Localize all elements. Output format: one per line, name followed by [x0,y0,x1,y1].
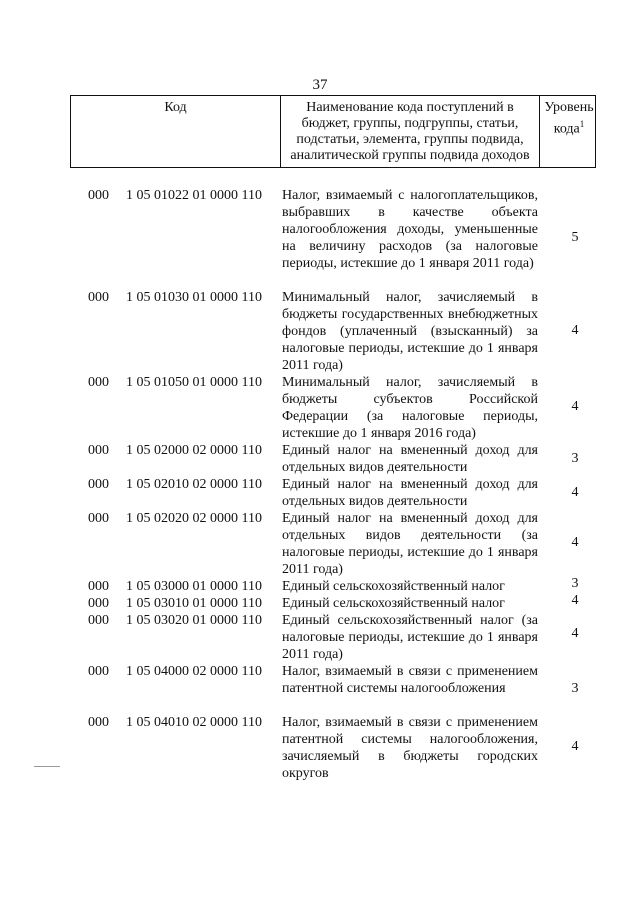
code-level: 3 [571,576,579,591]
code-level: 4 [571,626,579,641]
table-row [0,442,640,476]
admin-code: 000 [88,596,109,611]
header-level-label: Уровень кода [544,100,594,137]
revenue-code: 1 05 02010 02 0000 110 [126,477,262,492]
admin-code: 000 [88,613,109,628]
table-row [0,510,640,578]
code-level: 4 [571,399,579,414]
admin-code: 000 [88,375,109,390]
admin-code: 000 [88,188,109,203]
revenue-name: Минимальный налог, зачисляемый в бюджеты субъектов Российской Федерации (за налоговые периоды, истекшие до 1 января 2016 года) [282,375,538,441]
revenue-name: Единый налог на вмененный доход для отдельных видов деятельности [282,477,538,509]
footnote-marker: 1 [579,119,585,129]
table-row [0,595,640,612]
revenue-name: Единый сельскохозяйственный налог (за налоговые периоды, истекшие до 1 января 2011 года) [282,613,538,662]
header-name: Наименование кода поступлений в бюджет, группы, подгруппы, статьи, подстатьи, элемента, группы подвида, аналитической группы подвида доходов [290,100,530,163]
page-number: 37 [312,77,328,93]
revenue-name: Единый налог на вмененный доход для отдельных видов деятельности [282,443,538,475]
revenue-code: 1 05 01022 01 0000 110 [126,188,262,203]
code-level: 4 [571,535,579,550]
header-code: Код [164,100,187,115]
revenue-code: 1 05 03010 01 0000 110 [126,596,262,611]
revenue-code: 1 05 01030 01 0000 110 [126,290,262,305]
table-row [0,612,640,663]
table-row [0,714,640,782]
admin-code: 000 [88,290,109,305]
code-level: 4 [571,739,579,754]
revenue-code: 1 05 04000 02 0000 110 [126,664,262,679]
revenue-name: Единый сельскохозяйственный налог [282,596,505,611]
admin-code: 000 [88,443,109,458]
code-level: 4 [571,485,579,500]
code-level: 3 [571,681,579,696]
code-level: 5 [571,230,579,245]
admin-code: 000 [88,664,109,679]
revenue-name: Единый налог на вмененный доход для отдельных видов деятельности (за налоговые периоды, истекшие до 1 января 2011 года) [282,511,538,577]
table-body [0,187,640,782]
table-header [70,95,596,168]
admin-code: 000 [88,477,109,492]
revenue-name: Минимальный налог, зачисляемый в бюджеты государственных внебюджетных фондов (уплаченный (взысканный) за налоговые периоды, истекшие до 1 января 2011 года) [282,290,538,373]
code-level: 4 [571,323,579,338]
revenue-code: 1 05 03020 01 0000 110 [126,613,262,628]
table-row [0,374,640,442]
table-row [0,187,640,289]
revenue-code: 1 05 03000 01 0000 110 [126,579,262,594]
scan-artifact [34,766,60,767]
revenue-code: 1 05 04010 02 0000 110 [126,715,262,730]
revenue-name: Налог, взимаемый в связи с применением патентной системы налогообложения, зачисляемый в бюджеты городских округов [282,715,538,781]
revenue-name: Налог, взимаемый в связи с применением патентной системы налогообложения [282,664,538,696]
revenue-code: 1 05 01050 01 0000 110 [126,375,262,390]
revenue-code: 1 05 02020 02 0000 110 [126,511,262,526]
code-level: 4 [571,593,579,608]
admin-code: 000 [88,715,109,730]
column-divider [280,95,281,168]
table-row [0,663,640,714]
revenue-name: Единый сельскохозяйственный налог [282,579,505,594]
code-level: 3 [571,451,579,466]
column-divider [539,95,540,168]
admin-code: 000 [88,511,109,526]
table-row [0,476,640,510]
table-row [0,578,640,595]
table-row [0,289,640,374]
revenue-code: 1 05 02000 02 0000 110 [126,443,262,458]
header-level [541,100,597,138]
admin-code: 000 [88,579,109,594]
revenue-name: Налог, взимаемый с налогоплательщиков, выбравших в качестве объекта налогообложения доходы, уменьшенные на величину расходов (за налоговые периоды, истекшие до 1 января 2011 года) [282,188,538,271]
